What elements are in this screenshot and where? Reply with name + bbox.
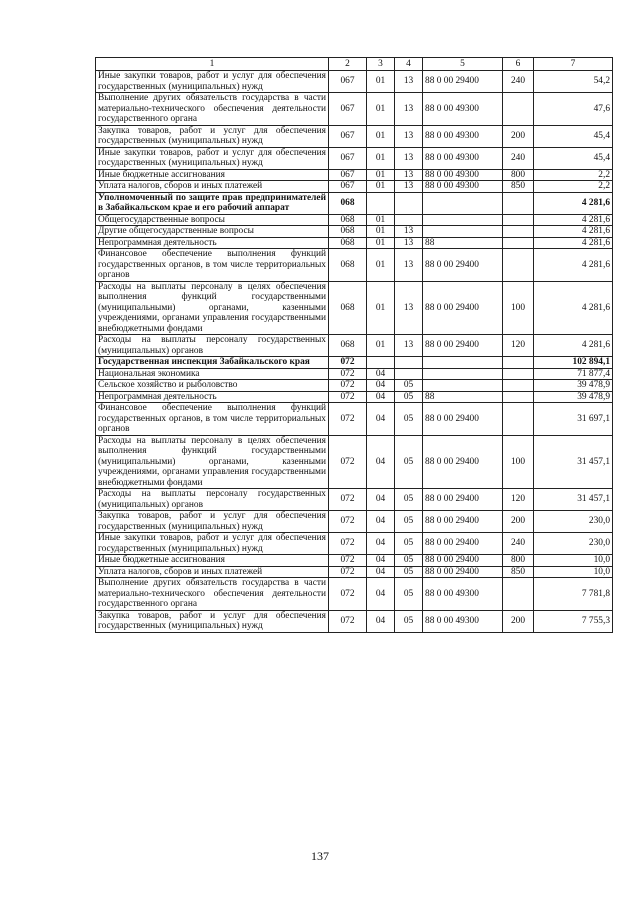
admin-code-cell: 067 [329, 169, 367, 181]
admin-code-cell: 067 [329, 71, 367, 93]
admin-code-cell: 068 [329, 249, 367, 282]
subsection-code-cell: 05 [395, 380, 423, 392]
admin-code-cell: 068 [329, 226, 367, 238]
row-name-cell: Уплата налогов, сборов и иных платежей [96, 566, 329, 578]
page-number: 137 [311, 849, 329, 863]
row-name-cell: Государственная инспекция Забайкальского края [96, 357, 329, 369]
target-article-cell [423, 357, 503, 369]
subsection-code-cell: 05 [395, 566, 423, 578]
subsection-code-cell [395, 357, 423, 369]
target-article-cell: 88 0 00 49300 [423, 147, 503, 169]
table-row [96, 533, 613, 555]
expense-type-cell: 120 [503, 335, 534, 357]
amount-cell: 31 697,1 [534, 403, 613, 436]
amount-cell: 4 281,6 [534, 214, 613, 226]
section-code-cell: 04 [367, 368, 395, 380]
amount-cell: 102 894,1 [534, 357, 613, 369]
expense-type-cell [503, 214, 534, 226]
table-row [96, 403, 613, 436]
amount-cell: 54,2 [534, 71, 613, 93]
subsection-code-cell: 05 [395, 555, 423, 567]
row-name-cell: Закупка товаров, работ и услуг для обеспечения государственных (муниципальных) нужд [96, 610, 329, 632]
target-article-cell: 88 0 00 29400 [423, 249, 503, 282]
admin-code-cell: 072 [329, 533, 367, 555]
amount-cell: 230,0 [534, 511, 613, 533]
section-code-cell: 01 [367, 237, 395, 249]
section-code-cell [367, 192, 395, 214]
row-name-cell: Иные бюджетные ассигнования [96, 555, 329, 567]
section-code-cell: 04 [367, 533, 395, 555]
row-name-cell: Расходы на выплаты персоналу в целях обеспечения выполнения функций государственными (муниципальными) органами, казенными учреждениями, органами управления государственными внебюджетными фондами [96, 281, 329, 335]
expense-type-cell: 800 [503, 555, 534, 567]
admin-code-cell: 072 [329, 566, 367, 578]
section-code-cell: 04 [367, 391, 395, 403]
table-row [96, 249, 613, 282]
section-code-cell: 01 [367, 169, 395, 181]
admin-code-cell: 068 [329, 281, 367, 335]
target-article-cell [423, 380, 503, 392]
row-name-cell: Расходы на выплаты персоналу государственных (муниципальных) органов [96, 335, 329, 357]
row-name-cell: Расходы на выплаты персоналу в целях обеспечения выполнения функций государственными (муниципальными) органами, казенными учреждениями, органами управления государственными внебюджетными фондами [96, 435, 329, 489]
target-article-cell: 88 0 00 29400 [423, 403, 503, 436]
amount-cell: 39 478,9 [534, 391, 613, 403]
subsection-code-cell [395, 368, 423, 380]
row-name-cell: Сельское хозяйство и рыболовство [96, 380, 329, 392]
target-article-cell: 88 0 00 29400 [423, 281, 503, 335]
admin-code-cell: 068 [329, 237, 367, 249]
expense-type-cell [503, 403, 534, 436]
header-col-7: 7 [534, 58, 613, 71]
subsection-code-cell: 13 [395, 281, 423, 335]
admin-code-cell: 072 [329, 610, 367, 632]
subsection-code-cell: 13 [395, 226, 423, 238]
table-row [96, 214, 613, 226]
subsection-code-cell: 13 [395, 125, 423, 147]
section-code-cell: 01 [367, 71, 395, 93]
row-name-cell: Непрограммная деятельность [96, 391, 329, 403]
expense-type-cell [503, 578, 534, 611]
row-name-cell: Уплата налогов, сборов и иных платежей [96, 181, 329, 193]
target-article-cell: 88 0 00 49300 [423, 169, 503, 181]
admin-code-cell: 072 [329, 403, 367, 436]
expense-type-cell: 200 [503, 610, 534, 632]
table-row [96, 578, 613, 611]
target-article-cell: 88 0 00 29400 [423, 71, 503, 93]
table-row [96, 71, 613, 93]
section-code-cell: 01 [367, 249, 395, 282]
expense-type-cell [503, 249, 534, 282]
row-name-cell: Иные закупки товаров, работ и услуг для обеспечения государственных (муниципальных) нужд [96, 71, 329, 93]
subsection-code-cell: 13 [395, 93, 423, 126]
admin-code-cell: 068 [329, 214, 367, 226]
header-col-2: 2 [329, 58, 367, 71]
row-name-cell: Другие общегосударственные вопросы [96, 226, 329, 238]
table-row [96, 93, 613, 126]
amount-cell: 4 281,6 [534, 237, 613, 249]
expense-type-cell: 240 [503, 533, 534, 555]
section-code-cell: 04 [367, 435, 395, 489]
subsection-code-cell: 05 [395, 403, 423, 436]
target-article-cell: 88 [423, 391, 503, 403]
header-row [96, 58, 613, 71]
subsection-code-cell [395, 214, 423, 226]
amount-cell: 4 281,6 [534, 249, 613, 282]
table-row [96, 566, 613, 578]
expense-type-cell: 850 [503, 566, 534, 578]
subsection-code-cell: 13 [395, 249, 423, 282]
admin-code-cell: 072 [329, 578, 367, 611]
section-code-cell: 01 [367, 125, 395, 147]
expense-type-cell: 200 [503, 511, 534, 533]
target-article-cell: 88 0 00 29400 [423, 555, 503, 567]
target-article-cell [423, 226, 503, 238]
amount-cell: 31 457,1 [534, 489, 613, 511]
admin-code-cell: 067 [329, 147, 367, 169]
expense-type-cell [503, 391, 534, 403]
admin-code-cell: 067 [329, 125, 367, 147]
amount-cell: 45,4 [534, 147, 613, 169]
amount-cell: 45,4 [534, 125, 613, 147]
budget-table [95, 57, 613, 633]
table-row [96, 181, 613, 193]
table-row [96, 226, 613, 238]
section-code-cell: 04 [367, 578, 395, 611]
section-code-cell: 04 [367, 380, 395, 392]
amount-cell: 4 281,6 [534, 192, 613, 214]
target-article-cell: 88 0 00 49300 [423, 93, 503, 126]
row-name-cell: Закупка товаров, работ и услуг для обеспечения государственных (муниципальных) нужд [96, 511, 329, 533]
subsection-code-cell: 13 [395, 169, 423, 181]
expense-type-cell [503, 192, 534, 214]
expense-type-cell [503, 226, 534, 238]
amount-cell: 7 781,8 [534, 578, 613, 611]
section-code-cell: 04 [367, 566, 395, 578]
table-row [96, 555, 613, 567]
admin-code-cell: 067 [329, 181, 367, 193]
table-row [96, 192, 613, 214]
table-row [96, 125, 613, 147]
admin-code-cell: 072 [329, 489, 367, 511]
subsection-code-cell: 13 [395, 181, 423, 193]
admin-code-cell: 068 [329, 335, 367, 357]
section-code-cell: 01 [367, 281, 395, 335]
section-code-cell: 04 [367, 511, 395, 533]
section-code-cell: 01 [367, 335, 395, 357]
row-name-cell: Непрограммная деятельность [96, 237, 329, 249]
admin-code-cell: 072 [329, 368, 367, 380]
row-name-cell: Общегосударственные вопросы [96, 214, 329, 226]
section-code-cell: 04 [367, 489, 395, 511]
expense-type-cell [503, 368, 534, 380]
expense-type-cell [503, 237, 534, 249]
expense-type-cell: 100 [503, 435, 534, 489]
subsection-code-cell: 13 [395, 71, 423, 93]
target-article-cell: 88 0 00 29400 [423, 511, 503, 533]
section-code-cell: 04 [367, 610, 395, 632]
table-row [96, 169, 613, 181]
subsection-code-cell: 05 [395, 435, 423, 489]
subsection-code-cell: 05 [395, 533, 423, 555]
expense-type-cell [503, 380, 534, 392]
expense-type-cell: 850 [503, 181, 534, 193]
expense-type-cell [503, 357, 534, 369]
section-code-cell: 01 [367, 214, 395, 226]
expense-type-cell: 240 [503, 71, 534, 93]
subsection-code-cell: 13 [395, 335, 423, 357]
target-article-cell: 88 0 00 29400 [423, 335, 503, 357]
expense-type-cell: 100 [503, 281, 534, 335]
target-article-cell: 88 0 00 29400 [423, 435, 503, 489]
expense-type-cell: 200 [503, 125, 534, 147]
section-code-cell: 01 [367, 226, 395, 238]
table-body [96, 71, 613, 633]
table-row [96, 281, 613, 335]
amount-cell: 10,0 [534, 566, 613, 578]
admin-code-cell: 068 [329, 192, 367, 214]
expense-type-cell: 240 [503, 147, 534, 169]
subsection-code-cell: 05 [395, 578, 423, 611]
row-name-cell: Иные бюджетные ассигнования [96, 169, 329, 181]
section-code-cell: 01 [367, 93, 395, 126]
admin-code-cell: 067 [329, 93, 367, 126]
target-article-cell: 88 0 00 29400 [423, 566, 503, 578]
target-article-cell: 88 0 00 49300 [423, 578, 503, 611]
row-name-cell: Закупка товаров, работ и услуг для обеспечения государственных (муниципальных) нужд [96, 125, 329, 147]
admin-code-cell: 072 [329, 380, 367, 392]
table-row [96, 380, 613, 392]
target-article-cell: 88 0 00 49300 [423, 181, 503, 193]
amount-cell: 230,0 [534, 533, 613, 555]
admin-code-cell: 072 [329, 435, 367, 489]
section-code-cell: 04 [367, 403, 395, 436]
amount-cell: 2,2 [534, 169, 613, 181]
admin-code-cell: 072 [329, 357, 367, 369]
table-row [96, 147, 613, 169]
header-col-1: 1 [96, 58, 329, 71]
expense-type-cell: 800 [503, 169, 534, 181]
row-name-cell: Расходы на выплаты персоналу государственных (муниципальных) органов [96, 489, 329, 511]
target-article-cell [423, 192, 503, 214]
expense-type-cell [503, 93, 534, 126]
table-row [96, 610, 613, 632]
amount-cell: 4 281,6 [534, 281, 613, 335]
row-name-cell: Финансовое обеспечение выполнения функций государственных органов, в том числе территориальных органов [96, 249, 329, 282]
table-row [96, 489, 613, 511]
section-code-cell: 01 [367, 181, 395, 193]
target-article-cell: 88 0 00 29400 [423, 533, 503, 555]
table-row [96, 237, 613, 249]
table-row [96, 511, 613, 533]
expense-type-cell: 120 [503, 489, 534, 511]
target-article-cell: 88 0 00 49300 [423, 610, 503, 632]
amount-cell: 7 755,3 [534, 610, 613, 632]
amount-cell: 31 457,1 [534, 435, 613, 489]
table-row [96, 357, 613, 369]
header-col-5: 5 [423, 58, 503, 71]
subsection-code-cell: 05 [395, 489, 423, 511]
table-row [96, 335, 613, 357]
subsection-code-cell: 05 [395, 610, 423, 632]
row-name-cell: Уполномоченный по защите прав предпринимателей в Забайкальском крае и его рабочий аппарат [96, 192, 329, 214]
subsection-code-cell [395, 192, 423, 214]
admin-code-cell: 072 [329, 511, 367, 533]
amount-cell: 4 281,6 [534, 335, 613, 357]
target-article-cell [423, 368, 503, 380]
amount-cell: 10,0 [534, 555, 613, 567]
subsection-code-cell: 13 [395, 237, 423, 249]
table-row [96, 435, 613, 489]
row-name-cell: Выполнение других обязательств государства в части материально-технического обеспечения деятельности государственного органа [96, 93, 329, 126]
table-row [96, 391, 613, 403]
header-col-6: 6 [503, 58, 534, 71]
amount-cell: 47,6 [534, 93, 613, 126]
amount-cell: 4 281,6 [534, 226, 613, 238]
row-name-cell: Иные закупки товаров, работ и услуг для обеспечения государственных (муниципальных) нужд [96, 533, 329, 555]
section-code-cell: 04 [367, 555, 395, 567]
amount-cell: 39 478,9 [534, 380, 613, 392]
row-name-cell: Финансовое обеспечение выполнения функций государственных органов, в том числе территориальных органов [96, 403, 329, 436]
admin-code-cell: 072 [329, 391, 367, 403]
row-name-cell: Иные закупки товаров, работ и услуг для обеспечения государственных (муниципальных) нужд [96, 147, 329, 169]
row-name-cell: Выполнение других обязательств государства в части материально-технического обеспечения деятельности государственного органа [96, 578, 329, 611]
header-col-3: 3 [367, 58, 395, 71]
header-col-4: 4 [395, 58, 423, 71]
target-article-cell [423, 214, 503, 226]
target-article-cell: 88 0 00 49300 [423, 125, 503, 147]
subsection-code-cell: 05 [395, 511, 423, 533]
subsection-code-cell: 05 [395, 391, 423, 403]
subsection-code-cell: 13 [395, 147, 423, 169]
target-article-cell: 88 0 00 29400 [423, 489, 503, 511]
section-code-cell: 01 [367, 147, 395, 169]
amount-cell: 2,2 [534, 181, 613, 193]
row-name-cell: Национальная экономика [96, 368, 329, 380]
target-article-cell: 88 [423, 237, 503, 249]
amount-cell: 71 877,4 [534, 368, 613, 380]
admin-code-cell: 072 [329, 555, 367, 567]
section-code-cell [367, 357, 395, 369]
table-row [96, 368, 613, 380]
